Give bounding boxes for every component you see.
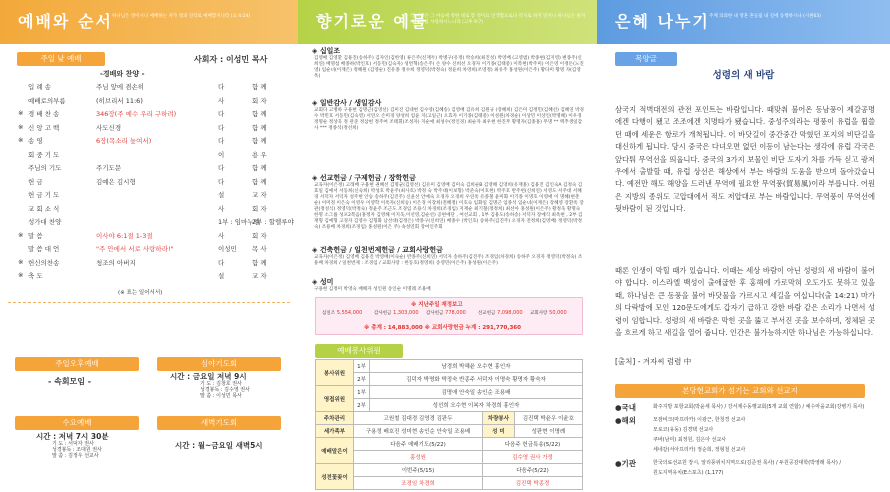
order-leader-2: 함 께 (252, 110, 267, 118)
offering-band-subtitle: 각 사람은 그 마음에 정한 대로 할 것이요 인색함으로나 억지로 하지 말지니 하나님은 즐겨 내는 자를 사랑하시느니라 (고후 9:7) (410, 14, 586, 25)
sharing-band-title: 은혜 나누기 (615, 12, 710, 31)
finance-label: 감사헌금 (374, 311, 392, 316)
table-row: 주차관리 고원철 김대경 김영경 김판두 차량봉사 김진택 박윤우 이윤호 (316, 412, 583, 425)
stand-mark: ※ (18, 230, 24, 239)
order-content: (히브리서 11:6) (96, 96, 143, 105)
finance-total: ※ 총계 : 14,883,000 ※ 교회사랑헌금 누계 : 291,770,360 (364, 325, 521, 331)
mission-category: ●기관 (615, 459, 637, 468)
order-row (0, 94, 298, 107)
order-item: 경 배 찬 송 (28, 110, 60, 118)
order-content: "주 안에서 서로 사랑하라!" (96, 245, 174, 253)
order-row (0, 215, 298, 228)
order-row (0, 148, 298, 161)
order-leader: 다 (218, 258, 225, 267)
finance-amount: 7,098,000 (497, 310, 523, 316)
order-content: 346장(주 예수 우리 구하려) (96, 110, 177, 118)
table-row: 영접위원 1부 김명애 안숙일 송인순 조용배 (316, 386, 583, 399)
offering-group-title: ◈ 건축헌금 / 일천번제헌금 / 교회사랑헌금 (312, 246, 443, 254)
order-item: 말 씀 (28, 231, 43, 240)
order-leader-2: 용 우 (252, 150, 267, 159)
service-title: 예배봉사위원 (315, 344, 403, 358)
order-leader-2: 함 께 (252, 258, 267, 267)
worship-band-subtitle: 하나님은 영이시니 예배하는 자가 영과 진리로 예배할지니라 (요 4:24) (112, 14, 251, 19)
order-leader: 다 (218, 164, 225, 172)
stand-mark: ※ (18, 109, 24, 117)
article-title: 성령의 새 바람 (712, 70, 775, 81)
order-item: 예배로의부름 (28, 96, 66, 105)
offering-group-title: ◈ 일반감사 / 생일감사 (312, 99, 382, 107)
mission-category: ●해외 (615, 416, 637, 425)
offering-group-names: 김영배 김영환 김용진(송하주) 김자인(김한영) 류은주(신재두) 박병구(유정) 박승희(최진성) 박영배 (고영범) 박종현(김지영) 변종주(신희연) 배명섭 배종하(박인호) 서동민(김숙자) 성면혁(송은주) 손 양수 신희선 오경자 이기종(김태중) 이복현(박주미) 이은영 이정돈(노진영) 임순녀(이재은) 정혜원 (김영순) 진유종 정수희 정영덕(박정숙) 정윤희 차영희(조영정) 최유주 홍성원(이은주) 황다미 황명 자(김영옥) (314, 56, 584, 79)
sunday-worship-title: 주일 낮 예배 (17, 52, 105, 66)
table-row: 2부 성선희 오수현 이복자 차경희 홍인자 (316, 399, 583, 412)
order-row (0, 175, 298, 188)
finance-amount: 778,000 (445, 310, 466, 316)
order-row (0, 107, 298, 120)
order-leader: 다 (218, 110, 225, 118)
table-row: 세가족부 구용정 배호진 성미현 송인순 안숙일 조용배 성 미 성판현 이명례 (316, 425, 583, 438)
order-item: 교 회 소 식 (28, 204, 60, 213)
order-leader: 이성민 (218, 245, 237, 253)
finance-cell (530, 310, 567, 316)
order-row (0, 121, 298, 134)
dawn-title: 새벽기도회 (157, 416, 281, 430)
order-leader-2: 함 께 (252, 137, 267, 145)
order-item: 입 례 송 (28, 83, 51, 91)
order-leader: 이 (218, 150, 225, 159)
service-table (315, 359, 583, 490)
afternoon-body: - 속회모임 - (48, 377, 92, 386)
stand-mark: ※ (18, 257, 24, 266)
order-leader: 사 (218, 204, 225, 213)
finance-title: ※ 지난주일 재정보고 (411, 302, 463, 308)
mission-category: ●국내 (615, 403, 637, 412)
wednesday-lines: 기 도 : 서덕자 권사 성경봉독 : 조대원 권사 말 씀 : 김정우 선교사 (52, 441, 102, 459)
order-leader: 설 (218, 272, 225, 280)
offering-group-names: 교육자(이은정) 김영배 김용진 박영배(이숙순) 반종주(신희연) 서덕자 송하주(김진주) 조경임(차경희) 송하주 오경자 정영덕(박정숙) 조용배 차경희 / 일천번제 : 조경임 / 교회사랑 : 한동호(정영희) 송영민(이은주) 홍성원(이은주) (314, 255, 583, 266)
finance-amount: 5,554,000 (336, 310, 363, 316)
order-leader: 1부 : 임마누엘 (218, 218, 260, 226)
missions-title: 본당현교회가 섬기는 교회와 선교지 (615, 384, 865, 398)
order-row (0, 269, 298, 282)
offering-group-title: ◈ 성미 (312, 278, 334, 286)
offering-group-names: 교회다 고병하 구용현 김명근(김영선) 김미진 김대현 김수영(김혜송) 김영배 김유희 김원규 (장혜희) 김은미 김정민(김혜선) 김혜연 박경수 박민호 서동민(김숙영) 서연오 손미경 양성희 엄윤 지(고일근) 오효자 이기종(김태중) 이성원(차경순) 이상민 이상인(박명혜) 이우경 정명순 정상욱 정 관준 정삼현 정주여 조태휘(조성자) 지순애 최성수(정인경) 최순자 최우현 한진무 황명자(김종홍) 무명 ** 맥추생일감사 *** 정종석(정선희) (314, 108, 584, 131)
finance-label: 교회사랑 (530, 311, 548, 316)
pastor-letter-title: 목양글 (615, 52, 677, 66)
order-item: 헌 금 기 도 (28, 191, 60, 199)
stand-note: (※ 표는 일어서서) (118, 290, 163, 296)
order-leader: 설 (218, 191, 225, 199)
finance-label: 선교헌금 (478, 311, 496, 316)
worship-column (0, 0, 298, 492)
finance-amount: 1,303,000 (393, 310, 419, 316)
order-leader-2: 함 께 (252, 83, 267, 91)
worship-band-title: 예배와 순서 (18, 12, 113, 31)
order-content: 이사야 6:1절 1-3절 (96, 231, 153, 240)
offering-group-names: 교육자(이은정) 고래배 구용현 권혜선 김명균(김영선) 김유미 김영배 김미숙 김희순B 김영해 김영희(유재홍) 김용진 김인숙A 김정숙 김효일 김예서 서동희(신숙희) 박성호 박윤주(최사호) 박정 숙 박주대(이보형) 박준숙(이호현) 박주호 반주헌(신희연) 서영도 서주대 서혜경 서덕자 서덕자 성주현 안승 송하주(김진주) 신윤선 안예숙 오경자 오경희 우연옥 유종철 윤미화 이기종 이명호 이영애 이 명혜(현춘순) 이미정 이은숙 이영우 이영학 이옥자(신희승) 이은경 이장희(전혜정) 이호숙 임화일 김명근 임종석 임순녀(이재은) 장혜영 장환옥 장관(정성식) 정영덕(박정숙) 정윤주 조근도 조경임 조용식 차경희(조경임) 지재순 최기철(정정희) 최선아 홍성원(이은주) 황정욱 황명숙 한명 소그룹 성포2복음(홍정자 김영해 이지욱,이선영,김순선) 공현애단 , 여선교회 , 1부 김용도(송하송) 서덕자 장예식 최옥현 , 2부 김재형 김예형 고경자 김영수 김형화 남선대(김정은) 박종구(신희연) 배종수 (박인호) 송하주(김진주) 오경자 전정희(김영배) 정영덕(박정숙) 조용배 차경희(조경임) 홍성원(이은 주) 속성연회 장여인주회 (314, 183, 584, 230)
table-row: 성전꽃꽂이 이번주(5/15) 다음주(5/22) (316, 464, 583, 477)
order-leader-2: 2부 : 할렐루야 (252, 218, 294, 226)
order-item: 성가대 찬양 (28, 218, 62, 226)
sharing-column (597, 0, 890, 492)
order-content: 주님 앞에 겸손히 (96, 83, 145, 91)
finance-cell (322, 310, 362, 316)
table-row: 홍성원 김수영 권사 가정 (316, 451, 583, 464)
order-leader-2: 함 께 (252, 164, 267, 172)
order-content: 청조의 아버지 (96, 258, 136, 267)
offering-column (298, 0, 597, 492)
offering-band-title: 향기로운 예물 (316, 12, 429, 31)
order-leader: 사 (218, 231, 225, 240)
order-leader-2: 교 자 (252, 191, 267, 199)
offering-group-title: ◈ 십일조 (312, 47, 341, 55)
divider (8, 302, 290, 303)
order-content: 6장(목소리 높여서) (96, 137, 152, 145)
stand-mark: ※ (18, 271, 24, 279)
mission-line: 한국의료선교원 장시, 알리풍위치지역으로(김준권 목사) / 두원공감대학(박영래 목사) / (653, 460, 842, 466)
finance-cells (322, 310, 578, 320)
order-row (0, 256, 298, 269)
order-row (0, 202, 298, 215)
order-row (0, 80, 298, 93)
offering-group-names: 구용현 김정미 박영숙 배해자 성인원 송인순 이명례 조용배 (314, 287, 431, 292)
order-row (0, 229, 298, 242)
order-leader-2: 회 자 (252, 204, 267, 213)
sharing-band (597, 0, 890, 44)
stand-mark: ※ (18, 122, 24, 131)
order-leader-2: 함 께 (252, 177, 267, 186)
article-source: [출처] - 겨자씨 럼렴 中 (615, 357, 692, 366)
table-row: 봉사위원 1부 남경희 박혜윤 오수현 홍인자 (316, 360, 583, 373)
night-time: 시간 : 금요일 저녁 9시 (170, 372, 247, 381)
order-content: 사도신경 (96, 123, 122, 132)
order-item: 헌 금 (28, 177, 43, 186)
order-leader: 다 (218, 137, 225, 145)
finance-cell (426, 310, 466, 316)
order-item: 송 영 (28, 137, 43, 145)
afternoon-title: 주일오후예배 (15, 357, 139, 371)
offering-group-title: ◈ 선교헌금 / 구제헌금 / 장학헌금 (312, 174, 416, 182)
finance-amount: 50,000 (549, 310, 567, 316)
order-leader-2: 회 자 (252, 96, 267, 105)
finance-label: 십일조 (322, 311, 336, 316)
mission-line: 세네갈(서아프리카) 정순희, 정형철 선교사 (653, 447, 746, 453)
finance-cell (478, 310, 523, 316)
order-leader-2: 교 자 (252, 272, 267, 280)
order-leader: 다 (218, 177, 225, 186)
praise-subheading: -경배와 찬양 - (100, 70, 145, 78)
order-row (0, 188, 298, 201)
order-leader: 사 (218, 96, 225, 105)
order-item: 축 도 (28, 272, 43, 280)
order-row (0, 161, 298, 174)
night-title: 심야기도회 (157, 357, 281, 371)
order-content: 김예은 김시형 (96, 177, 136, 186)
mission-line: 모로코(유동) 김경택 선교사 (653, 427, 714, 433)
wednesday-title: 수요예배 (15, 416, 139, 430)
order-leader-2: 회 자 (252, 231, 267, 240)
order-item: 주님의 기도 (28, 164, 62, 172)
dawn-time: 시간 : 월~금요일 새벽5시 (175, 441, 263, 450)
order-item: 헌신의찬송 (28, 258, 60, 267)
order-item: 신 앙 고 백 (28, 123, 60, 132)
order-item: 말 씀 대 언 (28, 245, 60, 253)
mission-line: 화주지방 포항교회(박윤세 목사) / 강서제수동행교회(5개 교회 연합) / 예수마을교회(강병기 목사) (653, 404, 865, 410)
night-lines: 기 도 : 김창호 권사 성경봉독 : 김수영 권사 말 씀 : 이성민 목사 (200, 381, 250, 399)
offering-band (298, 0, 597, 44)
order-leader-2: 목 사 (252, 245, 267, 253)
order-leader: 다 (218, 123, 225, 132)
wednesday-time: 시간 : 저녁 7시 30분 (36, 432, 109, 441)
mission-line: 원도지역유치(E스포츠) (1,177) (653, 470, 724, 476)
mission-line: 모잠비크(마프라카) 이광근, 한청경 선교사 (653, 417, 746, 423)
order-leader-2: 함 께 (252, 123, 267, 132)
article-paragraph-2: 때론 인생이 막힐 때가 있습니다. 이때는 세상 바람이 아닌 성령의 새 바람이 불어야 합니다. 이스라엘 백성이 출애굽한 후 홍해에 가로막혀 오도가도 못하고 있을 때, 하나님은 큰 동풍을 불어 바닷물을 가르시고 세길을 여십니다(출 14:21) 마가의 다락방에 모인 120문도에게도 갑자기 급하고 강한 바람 같은 소리가 나면서 성령이 임합니다. 성령의 새 바람은 막힌 곳을 뚫고 부서진 곳을 보수하며, 정체된 곳을 흐르게 하고 새길을 열어 줍니다. 인간은 불가능하지만 하나님은 가능하십니다. (615, 266, 875, 338)
order-leader: 다 (218, 83, 225, 91)
stand-mark: ※ (18, 136, 24, 144)
sharing-band-subtitle: 주께 의뢰한 내 영혼 흔들림 내 길에 동행하시나 (시편63) (709, 14, 821, 19)
order-item: 회 중 기 도 (28, 150, 60, 159)
presider: 사회자 : 이성민 목사 (194, 55, 268, 64)
worship-band (0, 0, 298, 44)
finance-label: 감사헌금 (426, 311, 444, 316)
table-row: 예배말은이 다음주 예배기도(5/22) 다음주 헌금특송(5/22) (316, 438, 583, 451)
mission-line: 쿠바(남미) 최정원, 김은아 선교사 (653, 437, 727, 443)
finance-report (315, 297, 583, 335)
table-row: 조경임 차경희 김진택 박종경 (316, 477, 583, 490)
order-row (0, 134, 298, 147)
order-content: 주기도문 (96, 164, 122, 172)
finance-cell (374, 310, 419, 316)
table-row: 2부 김덕자 박명화 박정숙 반종주 서덕자 이명숙 황명자 황숙자 (316, 373, 583, 386)
order-row (0, 242, 298, 255)
article-paragraph-1: 삼국지 적벽대전의 관전 포인트는 바람입니다. 때맞춰 불어온 동남풍이 제갈공명에겐 다행이 됐고 조조에겐 치명타가 됐습니다. 중성주의라는 평풍이 유럽을 휩쓸던 때에 세운은 항로가 개척됩니다. 이 바닷길이 중간중간 막혔던 포지의 비단길을 대신하게 됩니다. 당시 중국은 다녀오면 없던 이등이 남는다는 생각에 유럽 각국은 앞다퉈 무역선을 띄웁니다. 중국의 3가지 보물인 비단 도자기 차를 가득 싣고 광저우에서 출발할 때, 유럽 상선은 해상에서 부는 바람의 도움을 받으며 돌아갔습니다. 예전만 해도 해양을 드러낸 무역에 필요한 무역풍(貿易風)이라 부릅니다. 어원은 지방의 종위도 고압대에서 적도 저압대로 부는 바람입니다. 무역풍이 무역선에 뒷바람이 된 것입니다. (615, 105, 875, 214)
